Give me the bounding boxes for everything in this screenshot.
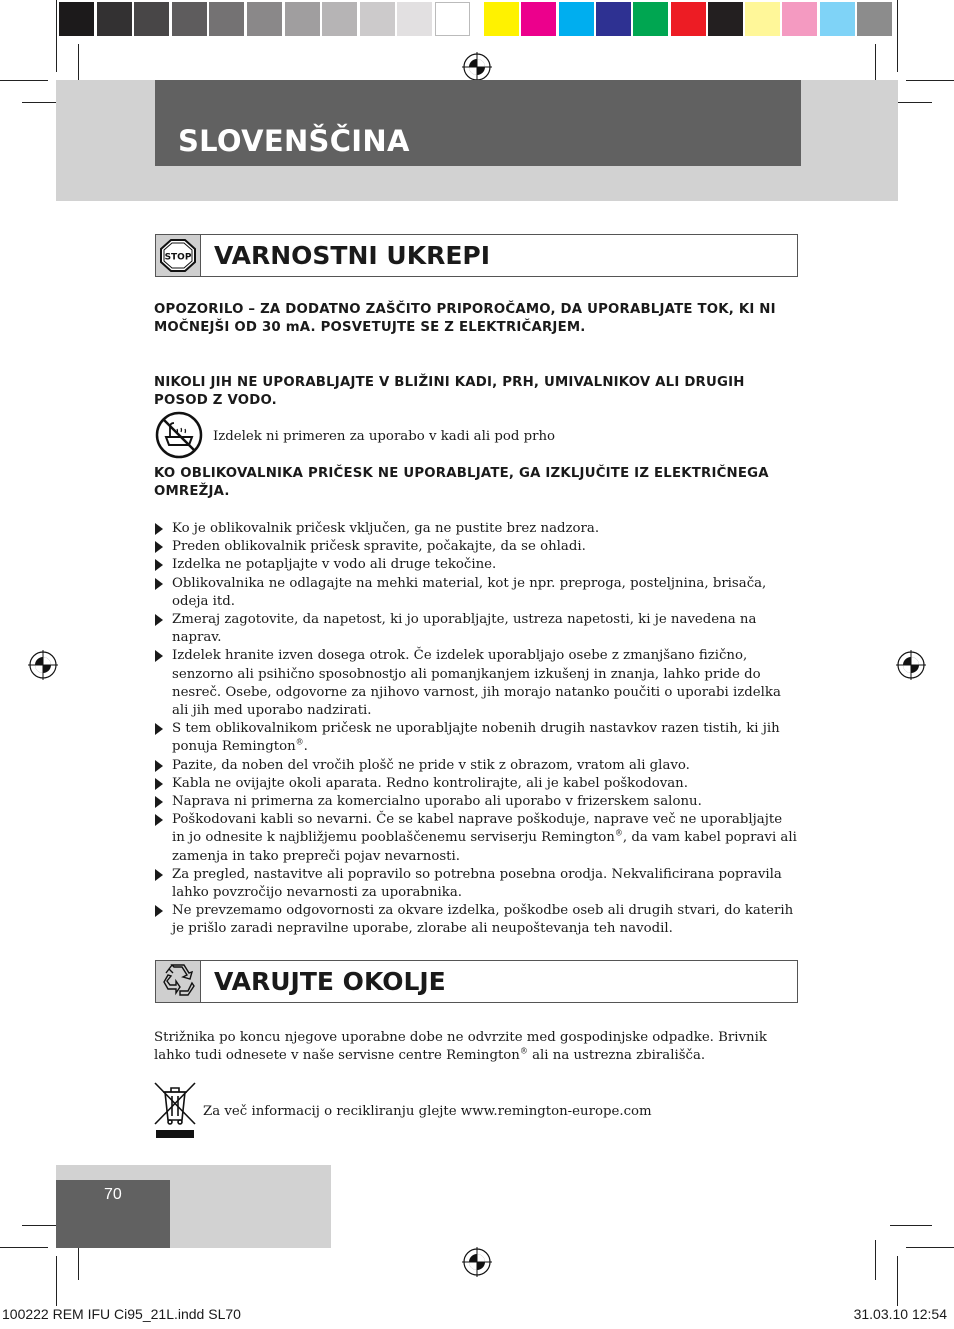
- bullet-arrow-icon: [155, 796, 163, 808]
- list-item-text: Izdelka ne potapljajte v vodo ali druge tekočine.: [172, 557, 497, 573]
- safety-section-header: [155, 234, 798, 277]
- process-color-swatch: [521, 2, 556, 36]
- list-item: [154, 520, 799, 538]
- bullet-arrow-icon: [155, 814, 163, 826]
- list-item-text: Oblikovalnika ne odlagajte na mehki material, kot je npr. preproga, posteljnina, brisača, odeja itd.: [172, 575, 767, 609]
- process-color-swatch: [782, 2, 817, 36]
- list-item-text: Izdelek hranite izven dosega otrok. Če izdelek uporabljajo osebe z zmanjšano fizično, senzorno ali psihično sposobnostjo ali pomanjkanjem izkušenj in znanja, lahko pride do nesreč. Osebe, odgovorne za njihovo varnost, jih morajo natanko poučiti o uporabi izdelka ali jih med uporabo nadzirati.: [172, 648, 781, 719]
- list-item: [154, 866, 799, 902]
- gray-swatch: [285, 2, 320, 36]
- bullet-arrow-icon: [155, 723, 163, 735]
- bullet-arrow-icon: [155, 541, 163, 553]
- registration-mark-icon: [462, 1247, 492, 1277]
- list-item: [154, 647, 799, 720]
- process-color-swatch: [745, 2, 780, 36]
- process-color-swatch: [820, 2, 855, 36]
- bullet-arrow-icon: [155, 905, 163, 917]
- process-color-swatch: [671, 2, 706, 36]
- process-color-swatch: [484, 2, 519, 36]
- list-item-text: Pazite, da noben del vročih plošč ne pride v stik z obrazom, vratom ali glavo.: [172, 757, 690, 773]
- page-number: 70: [104, 1186, 122, 1203]
- stop-sign-label: STOP: [164, 252, 192, 263]
- environment-text: [154, 1029, 794, 1065]
- rcd-warning: OPOZORILO – ZA DODATNO ZAŠČITO PRIPOROČAMO, DA UPORABLJATE TOK, KI NI MOČNEJŠI OD 30 mA. POSVETUJTE SE Z ELEKTRIČARJEM.: [154, 302, 776, 335]
- list-item-text: Za pregled, nastavitve ali popravilo so potrebna posebna orodja. Nekvalificirana popravila lahko povzročijo nevarnosti za uporabnika.: [172, 866, 782, 901]
- list-item-text: Naprava ni primerna za komercialno uporabo ali uporabo v frizerskem salonu.: [172, 794, 702, 810]
- weee-bin-icon: [152, 1080, 198, 1140]
- process-color-swatch: [559, 2, 594, 36]
- list-item: [154, 575, 799, 611]
- list-item: [154, 538, 799, 556]
- list-item: [154, 775, 799, 793]
- list-item: [154, 611, 799, 647]
- bullet-arrow-icon: [155, 614, 163, 626]
- process-color-swatch: [857, 2, 892, 36]
- bullet-arrow-icon: [155, 559, 163, 571]
- gray-swatch: [134, 2, 169, 36]
- slug-date-time: 31.03.10 12:54: [853, 1306, 947, 1322]
- bath-note: Izdelek ni primeren za uporabo v kadi ali pod prho: [213, 429, 556, 444]
- list-item: [154, 811, 799, 866]
- registration-mark-icon: [462, 52, 492, 82]
- list-item-text: Ne prevzemamo odgovornosti za okvare izdelka, poškodbe oseb ali drugih stvari, do katerih je prišlo zaradi nepravilne uporabe, zlorabe ali neupoštevanja teh navodil.: [172, 903, 794, 937]
- list-item-text: Preden oblikovalnik pričesk spravite, počakajte, da se ohladi.: [172, 539, 586, 555]
- stop-sign-icon: [156, 235, 201, 276]
- list-item: [154, 556, 799, 574]
- recycle-icon: [156, 961, 201, 1002]
- list-item-text: Zmeraj zagotovite, da napetost, ki jo uporabljajte, ustreza napetosti, ki je navedena na naprav.: [172, 612, 757, 646]
- environment-title: VARUJTE OKOLJE: [214, 967, 446, 996]
- gray-swatch: [247, 2, 282, 36]
- gray-swatch: [322, 2, 357, 36]
- safety-list: [154, 520, 799, 939]
- bullet-arrow-icon: [155, 650, 163, 662]
- water-warning: NIKOLI JIH NE UPORABLJAJTE V BLIŽINI KADI, PRH, UMIVALNIKOV ALI DRUGIH POSOD Z VODO.: [154, 375, 745, 408]
- bullet-arrow-icon: [155, 760, 163, 772]
- bullet-arrow-icon: [155, 523, 163, 535]
- slug-file-info: 100222 REM IFU Ci95_21L.indd SL70: [2, 1306, 241, 1322]
- registration-mark-icon: [896, 650, 926, 680]
- recycle-note: Za več informacij o recikliranju glejte www.remington-europe.com: [203, 1104, 652, 1119]
- unplug-warning: KO OBLIKOVALNIKA PRIČESK NE UPORABLJATE, GA IZKLJUČITE IZ ELEKTRIČNEGA OMREŽJA.: [154, 466, 769, 499]
- list-item: [154, 902, 799, 938]
- page-title: SLOVENŠČINA: [178, 124, 410, 158]
- gray-swatch: [397, 2, 432, 36]
- process-color-swatch: [633, 2, 668, 36]
- gray-swatch: [360, 2, 395, 36]
- gray-swatch: [172, 2, 207, 36]
- gray-swatch: [97, 2, 132, 36]
- bullet-arrow-icon: [155, 578, 163, 590]
- list-item-text: Kabla ne ovijajte okoli aparata. Redno kontrolirajte, ali je kabel poškodovan.: [172, 775, 688, 791]
- environment-section-header: [155, 960, 798, 1003]
- gray-swatch: [435, 2, 470, 36]
- registration-mark-icon: [28, 650, 58, 680]
- process-color-swatch: [708, 2, 743, 36]
- gray-swatch: [59, 2, 94, 36]
- safety-title: VARNOSTNI UKREPI: [214, 241, 491, 270]
- environment-text-content: Strižnika po koncu njegove uporabne dobe ne odvrzite med gospodinjske odpadke. Brivnik lahko tudi odnesete v naše servisne centre Remington® ali na ustrezna zbirališča.: [154, 1030, 767, 1064]
- list-item: [154, 720, 799, 756]
- list-item-text: Poškodovani kabli so nevarni. Če se kabel naprave poškoduje, naprave več ne uporabljajte in jo odnesite k najbližjemu pooblaščenemu serviserju Remington®, da vam kabel popravi ali zamenja in tako prepreči pojav nevarnosti.: [172, 812, 797, 864]
- list-item-text: Ko je oblikovalnik pričesk vključen, ga ne pustite brez nadzora.: [172, 521, 600, 536]
- list-item: [154, 757, 799, 775]
- bullet-arrow-icon: [155, 869, 163, 881]
- no-bath-icon: [155, 411, 203, 459]
- list-item: [154, 793, 799, 811]
- process-color-swatch: [596, 2, 631, 36]
- bullet-arrow-icon: [155, 778, 163, 790]
- list-item-text: S tem oblikovalnikom pričesk ne uporabljajte nobenih drugih nastavkov razen tistih, ki jih ponuja Remington®.: [172, 721, 780, 755]
- gray-swatch: [209, 2, 244, 36]
